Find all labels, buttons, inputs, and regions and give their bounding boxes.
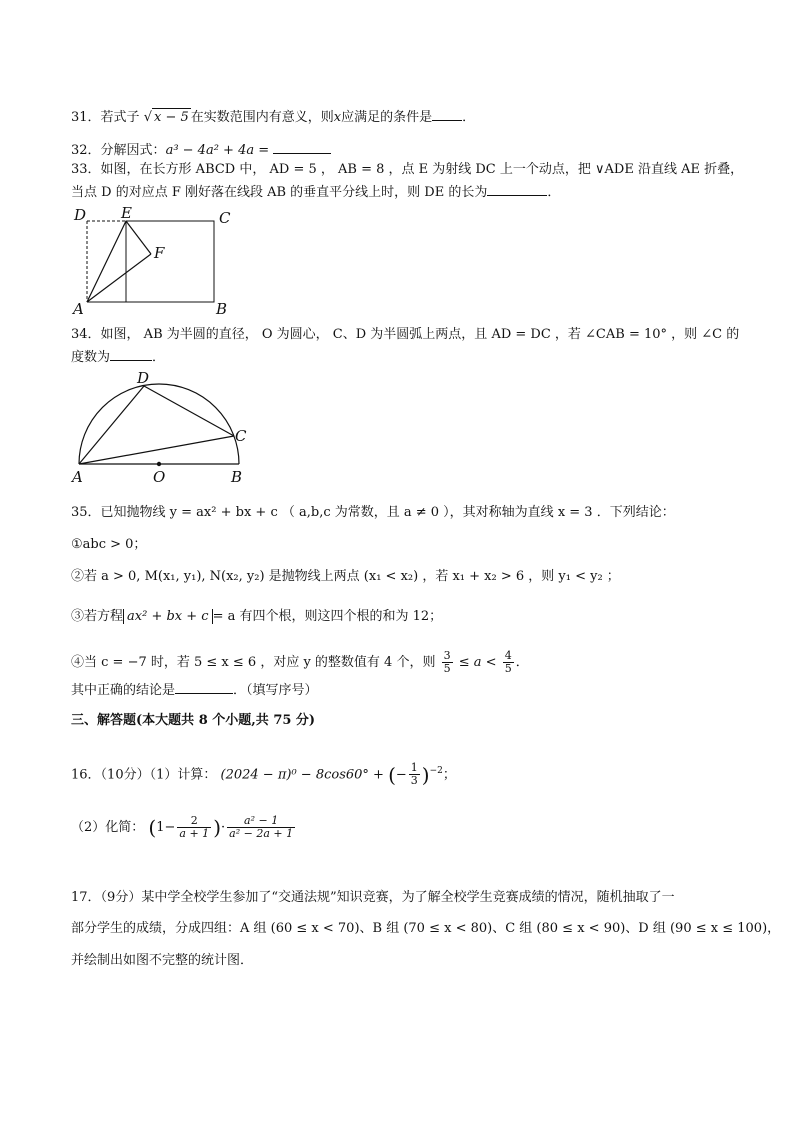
fraction-2-over-a-plus-1 — [177, 815, 211, 840]
left-paren: ( — [388, 762, 396, 787]
label-b: B — [216, 300, 228, 316]
semicircle-figure — [66, 366, 266, 486]
label-e: E — [121, 204, 132, 222]
segment-ef — [126, 221, 151, 254]
question-number: 35． — [71, 505, 101, 520]
statement-3-post: = a 有四个根，则这四个根的和为 12； — [212, 609, 443, 624]
denominator: 5 — [504, 662, 512, 675]
right-paren: ) — [421, 762, 430, 787]
sqrt-symbol: √ — [143, 110, 152, 125]
statement-3 — [71, 608, 442, 626]
semicircle-arc — [79, 384, 239, 464]
statement-3-pre: ③若方程 — [71, 609, 124, 624]
segment-af — [87, 254, 151, 302]
question-number: 17． — [71, 890, 101, 905]
center-o-dot — [157, 462, 161, 466]
label-f: F — [154, 244, 165, 262]
numerator: a² − 1 — [227, 815, 295, 828]
q17-text-2: 部分学生的成绩，分成四组：A 组 (60 ≤ x < 70)、B 组 (70 ≤ x < 80)、C 组 (80 ≤ x < 90)、D 组 (90 ≤ x ≤ 100)， — [71, 921, 781, 936]
q33-text-1: 如图，在长方形 ABCD 中， AD = 5 ， AB = 8 ，点 E 为射线 DC 上一个动点，把 ∨ADE 沿直线 AE 折叠， — [100, 162, 744, 177]
q33-text-2: 当点 D 的对应点 F 刚好落在线段 AB 的垂直平分线上时，则 DE 的长为 — [71, 185, 488, 200]
q35-intro-text: 已知抛物线 y = ax² + bx + c （ a,b,c 为常数，且 a ≠ 0 ），其对称轴为直线 x = 3 ．下列结论： — [100, 505, 675, 520]
section-title: 三、解答题 — [71, 713, 137, 728]
question-33-line-2 — [71, 183, 560, 202]
statement-1 — [71, 536, 146, 554]
label-b: B — [231, 468, 243, 486]
statement-1-text: ①abc > 0； — [71, 537, 147, 552]
chord-ac — [79, 436, 234, 464]
statement-4-end: ． — [515, 655, 529, 670]
rectangle-figure — [66, 204, 246, 316]
q31-end: ． — [462, 110, 476, 125]
exponent: −2 — [429, 766, 443, 776]
label-c: C — [219, 209, 231, 227]
numerator: 4 — [504, 649, 512, 662]
answer-blank — [487, 183, 547, 196]
question-score: （9分） — [100, 890, 142, 905]
question-score: （10分） — [100, 767, 150, 783]
part-2-label: （2）化简： — [71, 820, 145, 835]
numerator: 1 — [410, 761, 418, 775]
q31-text-pre: 若式子 — [100, 110, 140, 125]
fraction-3-5 — [442, 650, 453, 675]
question-number: 34． — [71, 327, 101, 342]
label-d: D — [137, 369, 150, 387]
q32-label: 分解因式： — [100, 143, 166, 158]
denominator: 5 — [443, 662, 451, 675]
numerator: 3 — [443, 649, 451, 662]
chord-dc — [144, 386, 234, 436]
label-d: D — [74, 206, 87, 224]
answer-blank — [273, 141, 331, 154]
question-number: 31． — [71, 110, 101, 125]
section-note: (本大题共 8 个小题,共 75 分) — [136, 713, 316, 728]
inequality-middle: ≤ a < — [458, 655, 497, 670]
statement-4-pre: ④当 c = −7 时，若 5 ≤ x ≤ 6 ，对应 y 的整数值有 4 个，则 — [71, 655, 436, 670]
q32-expression: a³ − 4a² + 4a = — [165, 143, 270, 158]
q31-text-mid: 在实数范围内有意义，则 — [190, 110, 334, 125]
question-number: 16． — [71, 767, 101, 783]
question-32 — [71, 141, 331, 160]
question-35-intro — [71, 504, 675, 522]
question-17-line-1 — [71, 889, 675, 907]
numerator: 2 — [177, 815, 211, 828]
question-number: 32． — [71, 143, 101, 158]
statement-2 — [71, 568, 620, 586]
q35-answer-line — [71, 681, 318, 700]
q17-text-1: 某中学全校学生参加了“交通法规”知识竞赛，为了解全校学生竞赛成绩的情况，随机抽取了一 — [141, 890, 675, 905]
radicand: x − 5 — [154, 110, 189, 125]
q34-end: ． — [152, 350, 166, 365]
fraction-rational-expression — [227, 815, 295, 840]
part-1-expression: (2024 − π)⁰ − 8cos60° + — [220, 767, 384, 783]
part-1-end: ； — [442, 767, 456, 783]
answer-suffix: ．（填写序号） — [233, 683, 318, 698]
question-17-line-3 — [71, 952, 253, 970]
question-31 — [71, 108, 475, 127]
q34-text-2: 度数为 — [71, 350, 111, 365]
segment-ae — [87, 221, 126, 302]
left-paren: ( — [148, 815, 157, 840]
answer-blank — [175, 681, 233, 694]
statement-2-text: ②若 a > 0, M(x₁, y₁), N(x₂, y₂) 是抛物线上两点 (x₁ < x₂) ，若 x₁ + x₂ > 6 ，则 y₁ < y₂ ； — [71, 569, 620, 584]
question-34-line-2 — [71, 348, 165, 367]
q33-end: ． — [547, 185, 561, 200]
q31-var: x — [333, 110, 342, 125]
label-a: A — [73, 300, 84, 316]
rectangle-ebc — [126, 221, 214, 302]
question-33-line-1 — [71, 161, 743, 179]
question-17-line-2 — [71, 920, 780, 938]
answer-prompt: 其中正确的结论是 — [71, 683, 176, 698]
question-16-part-1: 16．（10分）（1）计算： (2024 − π)⁰ − 8cos60° + (− $\frac{1}{3}$ )$^{-2}$； — [71, 761, 456, 788]
q31-text-post: 应满足的条件是 — [341, 110, 433, 125]
question-16-part-2: （2）化简： (1− $\frac{2}{a + 1}$ )· $\frac{\text{a² − 1}}{\text{a² − 2a + 1}}$ — [71, 814, 294, 840]
fraction-1-3 — [409, 762, 420, 787]
q34-text-1: 如图， AB 为半圆的直径， O 为圆心， C、D 为半圆弧上两点，且 AD = DC ，若 ∠CAB = 10° ，则 ∠C 的 — [100, 327, 740, 342]
denominator: 3 — [410, 774, 418, 788]
answer-blank — [432, 108, 462, 121]
label-c: C — [235, 427, 247, 445]
question-34-line-1 — [71, 326, 739, 344]
fraction-4-5 — [503, 650, 514, 675]
denominator: a + 1 — [179, 827, 210, 840]
answer-blank — [110, 348, 152, 361]
question-number: 33． — [71, 162, 101, 177]
right-paren: ) — [213, 815, 221, 840]
denominator: a² − 2a + 1 — [229, 827, 294, 840]
part-1-label: （1）计算： — [149, 767, 217, 783]
section-heading — [71, 712, 315, 730]
q17-text-3: 并绘制出如图不完整的统计图． — [71, 953, 254, 968]
absolute-value-expression: ax² + bx + c — [123, 609, 213, 624]
statement-4 — [71, 650, 529, 675]
label-o: O — [153, 468, 166, 486]
label-a: A — [72, 468, 83, 486]
